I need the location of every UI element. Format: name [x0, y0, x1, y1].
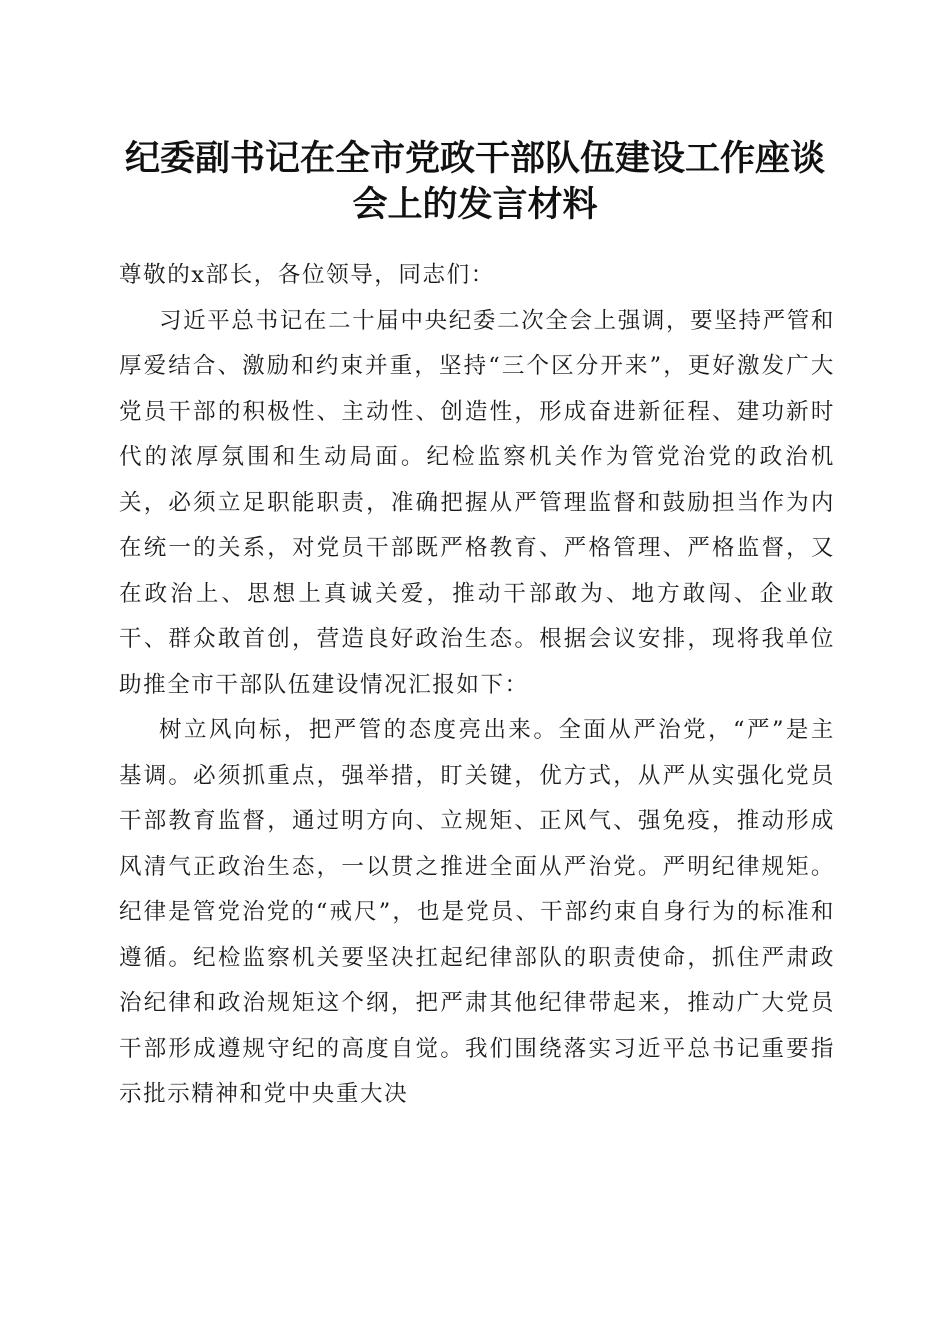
- title-line-1: 纪委副书记在全市党政干部队伍建设工作座谈: [124, 138, 825, 179]
- document-title: [100, 136, 850, 228]
- paragraph-2: 树立风向标，把严管的态度亮出来。全面从严治党，“严”是主基调。必须抓重点，强举措，盯关键，优方式，从严从实强化党员干部教育监督，通过明方向、立规矩、正风气、强免疫，推动形成风清气正政治生态，一以贯之推进全面从严治党。严明纪律规矩。纪律是管党治党的“戒尺”，也是党员、干部约束自身行为的标准和遵循。纪检监察机关要坚决扛起纪律部队的职责使命，抓住严肃政治纪律和政治规矩这个纲，把严肃其他纪律带起来，推动广大党员干部形成遵规守纪的高度自觉。我们围绕落实习近平总书记重要指示批示精神和党中央重大决: [119, 717, 835, 1107]
- paragraph-1: 习近平总书记在二十届中央纪委二次全会上强调，要坚持严管和厚爱结合、激励和约束并重，坚持“三个区分开来”，更好激发广大党员干部的积极性、主动性、创造性，形成奋进新征程、建功新时代的浓厚氛围和生动局面。纪检监察机关作为管党治党的政治机关，必须立足职能职责，准确把握从严管理监督和鼓励担当作为内在统一的关系，对党员干部既严格教育、严格管理、严格监督，又在政治上、思想上真诚关爱，推动干部敢为、地方敢闯、企业敢干、群众敢首创，营造良好政治生态。根据会议安排，现将我单位助推全市干部队伍建设情况汇报如下：: [119, 307, 835, 698]
- title-line-2: 会上的发言材料: [352, 184, 598, 225]
- document-body: [119, 253, 835, 1118]
- salutation: 尊敬的x部长，各位领导，同志们：: [119, 262, 495, 288]
